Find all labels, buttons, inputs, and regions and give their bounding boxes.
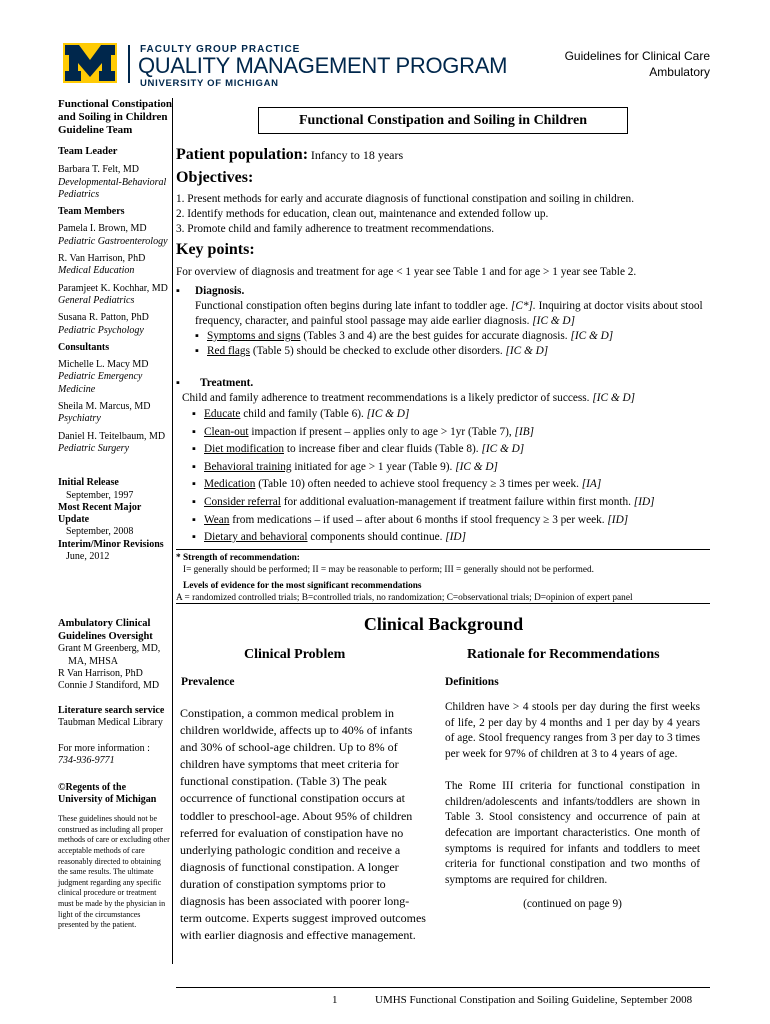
team-leader-label: Team Leader	[58, 146, 118, 157]
lit-search-label: Literature search service	[58, 704, 165, 716]
educate-link[interactable]: Educate	[204, 408, 241, 420]
dietary-behavioral-link[interactable]: Dietary and behavioral	[204, 531, 308, 544]
initial-release-date: September, 1997	[66, 489, 134, 501]
evidence-tag: [IC & D]	[481, 443, 525, 456]
levels-label: Levels of evidence for the most significant recommendations	[183, 581, 422, 591]
medication-link[interactable]: Medication	[204, 478, 256, 491]
university-m-logo	[63, 43, 117, 83]
definitions-paragraph: Children have > 4 stools per day during the first weeks of life, 2 per day by 4 months and 1 per day by 4 years of age. Stool frequency ranges from 3 per day to 3 times per week for 97% of children at 3 to 4 years of age.	[445, 701, 700, 761]
definitions-subheading: Definitions	[445, 676, 499, 688]
objective-item: 3. Promote child and family adherence to treatment recommendations.	[176, 223, 495, 235]
header-right	[565, 48, 710, 80]
diagnosis-sentence: Inquiring at doctor visits about stool frequency, character, and painful stool passage may aide earlier diagnosis.	[195, 300, 703, 327]
diagnosis-heading	[176, 284, 711, 299]
header-ambulatory: Ambulatory	[649, 65, 710, 79]
member-item	[58, 253, 172, 278]
consultant-name: Daniel H. Teitelbaum, MD	[58, 430, 166, 442]
treatment-bullet	[192, 406, 711, 424]
logo-divider	[128, 45, 130, 83]
continued-note: (continued on page 9)	[523, 897, 622, 910]
population-label: Patient population:	[176, 146, 309, 163]
clinical-problem-heading: Clinical Problem	[244, 647, 346, 662]
diagnosis-bullet	[195, 344, 711, 359]
evidence-tag: [IC & D]	[592, 392, 636, 404]
divider-line	[176, 549, 710, 550]
diagnosis-label: Diagnosis.	[195, 285, 245, 297]
bullet-text: components should continue.	[310, 531, 443, 544]
lit-search-name: Taubman Medical Library	[58, 716, 163, 728]
header-guidelines: Guidelines for Clinical Care	[564, 49, 710, 63]
rationale-heading: Rationale for Recommendations	[467, 647, 660, 662]
team-title: Functional Constipation and Soiling in Children Guideline Team	[58, 98, 172, 136]
definitions-text	[445, 700, 700, 912]
evidence-tag: [IC & D]	[366, 408, 410, 420]
clean-out-link[interactable]: Clean-out	[204, 425, 249, 438]
consultant-item	[58, 431, 172, 456]
logo-line-1: FACULTY GROUP PRACTICE	[140, 44, 301, 55]
bullet-text: from medications – if used – after about 6 months if stool frequency ≥ 3 per week.	[232, 513, 605, 526]
logo-line-3: UNIVERSITY OF MICHIGAN	[140, 78, 279, 89]
consultant-name: Michelle L. Macy MD	[58, 359, 149, 371]
bullet-text: initiated for age > 1 year (Table 9).	[294, 460, 453, 473]
divider-line	[176, 603, 710, 604]
objective-item: 1. Present methods for early and accurate diagnosis of functional constipation and soiling in children.	[176, 193, 635, 205]
consultant-name: Sheila M. Marcus, MD	[58, 401, 151, 413]
consultant-dept: Pediatric Surgery	[58, 442, 130, 454]
oversight-name: MA, MHSA	[68, 655, 119, 667]
diet-modification-link[interactable]: Diet modification	[204, 443, 284, 456]
phone-number: 734-936-9771	[58, 755, 115, 767]
members-label: Team Members	[58, 206, 125, 218]
oversight-name: Connie J Standiford, MD	[58, 680, 160, 692]
disclaimer: These guidelines should not be construed as including all proper methods of care or excluding other acceptable methods of care reasonably directed to obtaining the same results. The ultimate judgment regarding any specific clinical procedure or treatment must be made by the physician in light of the circumstances presented by the patient.	[58, 814, 170, 930]
oversight-name: R Van Harrison, PhD	[58, 667, 143, 679]
member-name: Susana R. Patton, PhD	[58, 312, 149, 324]
treatment-section	[176, 376, 711, 547]
evidence-tag: [ID]	[445, 531, 466, 544]
evidence-tag: [IA]	[581, 478, 602, 491]
prevalence-subheading: Prevalence	[181, 676, 235, 688]
consultant-item	[58, 401, 172, 426]
footer-text: UMHS Functional Constipation and Soiling Guideline, September 2008	[375, 994, 693, 1006]
regents-notice: ©Regents of the University of Michigan	[58, 781, 157, 805]
clinical-background-title: Clinical Background	[363, 614, 524, 634]
member-dept: General Pediatrics	[58, 294, 135, 306]
treatment-label: Treatment.	[200, 377, 254, 389]
levels-text: A = randomized controlled trials; B=controlled trials, no randomization; C=observational trials; D=opinion of expert panel	[176, 593, 633, 603]
footer-divider	[176, 987, 710, 988]
more-info-label: For more information :	[58, 743, 150, 755]
consultant-item	[58, 359, 172, 396]
treatment-heading	[176, 376, 711, 391]
bullet-text: to increase fiber and clear fluids (Table 8).	[286, 443, 479, 456]
leader-name: Barbara T. Felt, MD	[58, 164, 140, 176]
red-flags-link[interactable]: Red flags	[207, 345, 250, 357]
objective-item: 2. Identify methods for education, clean out, maintenance and extended follow up.	[176, 208, 549, 220]
keypoints-heading: Key points:	[176, 241, 255, 258]
treatment-sentence: Child and family adherence to treatment recommendations is a likely predictor of success.	[182, 392, 590, 404]
minor-revisions-date: June, 2012	[66, 551, 110, 563]
member-name: R. Van Harrison, PhD	[58, 253, 146, 265]
sidebar-divider	[172, 98, 173, 964]
strength-text: I= generally should be performed; II = may be reasonable to perform; III = generally should not be performed.	[183, 565, 594, 575]
member-item	[58, 312, 172, 337]
overview-text: For overview of diagnosis and treatment for age < 1 year see Table 1 and for age > 1 year see Table 2.	[176, 266, 637, 278]
major-update-date: September, 2008	[66, 526, 134, 538]
prevalence-text: Constipation, a common medical problem in children worldwide, affects up to 40% of infants and 30% of school-age children. Up to 8% of children have symptoms that meet criteria for functional constipation. (Table 3) The peak occurrence of functional constipation occurs at toddler to preschool-age. About 95% of children referred for evaluation of constipation have no underlying pathologic condition and receive a diagnosis of functional constipation. A longer duration of constipation symptoms prior to diagnosis has been associated with poorer long-term outcome. Experts suggest improved outcomes with earlier diagnosis and effective management.	[180, 706, 426, 943]
evidence-tag: [IC & D]	[532, 315, 575, 327]
diagnosis-bullet	[195, 329, 711, 344]
treatment-bullet	[192, 424, 711, 442]
objectives-heading: Objectives:	[176, 169, 254, 186]
member-name: Paramjeet K. Kochhar, MD	[58, 282, 168, 294]
strength-of-recommendation	[176, 552, 711, 604]
minor-revisions-label: Interim/Minor Revisions	[58, 538, 164, 550]
evidence-tag: [IC & D]	[505, 345, 549, 357]
page-number: 1	[332, 994, 338, 1006]
member-dept: Pediatric Psychology	[58, 324, 144, 336]
symptoms-signs-link[interactable]: Symptoms and signs	[207, 330, 301, 342]
consultant-dept: Pediatric Emergency Medicine	[58, 371, 143, 395]
oversight-label: Ambulatory Clinical Guidelines Oversight	[58, 618, 153, 643]
evidence-tag: [IB]	[514, 425, 535, 438]
bullet-text: (Tables 3 and 4) are the best guides for accurate diagnosis.	[303, 330, 568, 342]
population-value: Infancy to 18 years	[310, 148, 404, 162]
sidebar	[58, 98, 172, 931]
diagnosis-sentence: Functional constipation often begins during late infant to toddler age.	[195, 300, 509, 312]
treatment-text	[176, 391, 711, 406]
treatment-bullet	[192, 494, 711, 512]
bullet-text: child and family (Table 6).	[243, 408, 364, 420]
strength-label: * Strength of recommendation:	[176, 553, 300, 563]
major-update-label: Most Recent Major Update	[58, 501, 142, 526]
objectives-list	[176, 192, 711, 237]
definitions-paragraph: The Rome III criteria for functional constipation in children/adolescents and infants/toddlers are shown in Table 3. Stool consistency and occurrence of pain at defecation are important characteristics. One month of symptoms is required for infants and toddlers to meet criteria for functional constipation and two months of symptoms are required for children.	[445, 779, 700, 887]
leader-dept: Developmental-Behavioral Pediatrics	[58, 176, 167, 200]
consultants-label: Consultants	[58, 341, 110, 353]
member-item	[58, 223, 172, 248]
logo-line-2: QUALITY MANAGEMENT PROGRAM	[138, 53, 508, 78]
treatment-bullet	[192, 441, 711, 459]
evidence-tag: [IC & D]	[570, 330, 614, 342]
treatment-bullet	[192, 459, 711, 477]
bullet-text: (Table 5) should be checked to exclude other disorders.	[252, 345, 503, 357]
keypoints-label	[176, 242, 711, 259]
member-dept: Pediatric Gastroenterology	[58, 235, 168, 247]
member-item	[58, 283, 172, 308]
diagnosis-section	[176, 284, 711, 359]
initial-release-label: Initial Release	[58, 477, 119, 489]
wean-link[interactable]: Wean	[204, 513, 230, 526]
evidence-tag: [IC & D]	[455, 460, 498, 473]
behavioral-training-link[interactable]: Behavioral training	[204, 460, 292, 473]
treatment-bullet	[192, 476, 711, 494]
bullet-text: impaction if present – applies only to age > 1yr (Table 7),	[251, 425, 512, 438]
evidence-tag: [ID]	[633, 495, 655, 508]
bullet-text: (Table 10) often needed to achieve stool frequency ≥ 3 times per week.	[258, 478, 579, 491]
consider-referral-link[interactable]: Consider referral	[204, 495, 281, 508]
evidence-tag: [C*].	[510, 300, 536, 312]
treatment-bullet	[192, 512, 711, 530]
evidence-tag: [ID]	[607, 513, 629, 526]
objectives-label	[176, 170, 711, 187]
diagnosis-text	[176, 299, 711, 329]
patient-population	[176, 147, 711, 164]
treatment-bullet	[192, 529, 711, 547]
member-name: Pamela I. Brown, MD	[58, 223, 147, 235]
consultant-dept: Psychiatry	[58, 413, 101, 425]
oversight-name: Grant M Greenberg, MD,	[58, 643, 161, 655]
member-dept: Medical Education	[58, 265, 135, 277]
guideline-title: Functional Constipation and Soiling in Children	[258, 107, 628, 134]
bullet-text: for additional evaluation-management if treatment failure within first month.	[283, 495, 631, 508]
